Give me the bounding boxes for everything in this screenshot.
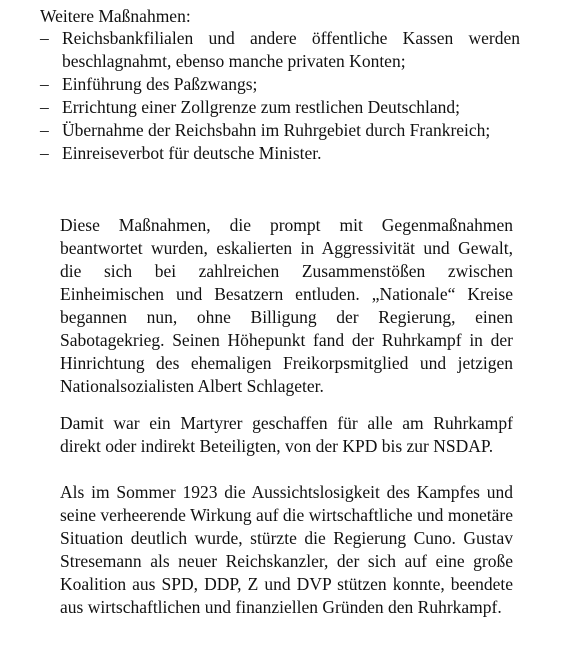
- list-item: [40, 27, 520, 73]
- paragraph-stresemann: Als im Sommer 1923 die Aussichtslosigkeit des Kampfes und seine verheerende Wirkung auf die wirtschaftliche und monetäre Situation deutlich wurde, stürzte die Regierung Cuno. Gustav Stresemann als neuer Reichskanzler, der sich auf eine große Koalition aus SPD, DDP, Z und DVP stützen konnte, beendete aus wirtschaftlichen und finanziellen Gründen den Ruhrkampf.: [60, 482, 513, 617]
- measures-list: [40, 27, 520, 165]
- paragraph-measures-escalation: Diese Maßnahmen, die prompt mit Gegenmaßnahmen beantwortet wurden, eskalierten in Aggressivität und Gewalt, die sich bei zahlreichen Zusammenstößen zwischen Einheimischen und Besatzern entluden. „Nationale“ Kreise begannen nun, ohne Billigung der Regierung, einen Sabotagekrieg. Seinen Höhepunkt fand der Ruhrkampf in der Hinrichtung des ehemaligen Freikorpsmitglied und jetzigen Nationalsozialisten Albert Schlageter.: [60, 215, 513, 396]
- list-item-text: Reichsbankfilialen und andere öffentliche Kassen werden beschlagnahmt, ebenso manche privaten Konten;: [62, 28, 520, 71]
- list-item: [40, 73, 520, 96]
- list-item-text: Errichtung einer Zollgrenze zum restlichen Deutschland;: [62, 97, 460, 117]
- list-item: [40, 142, 520, 165]
- bullet-dash: –: [40, 74, 49, 94]
- list-item-text: Einführung des Paßzwangs;: [62, 74, 258, 94]
- section-heading: Weitere Maßnahmen:: [40, 6, 191, 26]
- bullet-dash: –: [40, 120, 49, 140]
- list-item: [40, 96, 520, 119]
- list-item: [40, 119, 520, 142]
- bullet-dash: –: [40, 97, 49, 117]
- bullet-dash: –: [40, 28, 49, 48]
- bullet-dash: –: [40, 143, 49, 163]
- list-item-text: Übernahme der Reichsbahn im Ruhrgebiet durch Frankreich;: [62, 120, 491, 140]
- paragraph-martyr: Damit war ein Martyrer geschaffen für alle am Ruhrkampf direkt oder indirekt Beteiligten, von der KPD bis zur NSDAP.: [60, 413, 513, 456]
- list-item-text: Einreiseverbot für deutsche Minister.: [62, 143, 322, 163]
